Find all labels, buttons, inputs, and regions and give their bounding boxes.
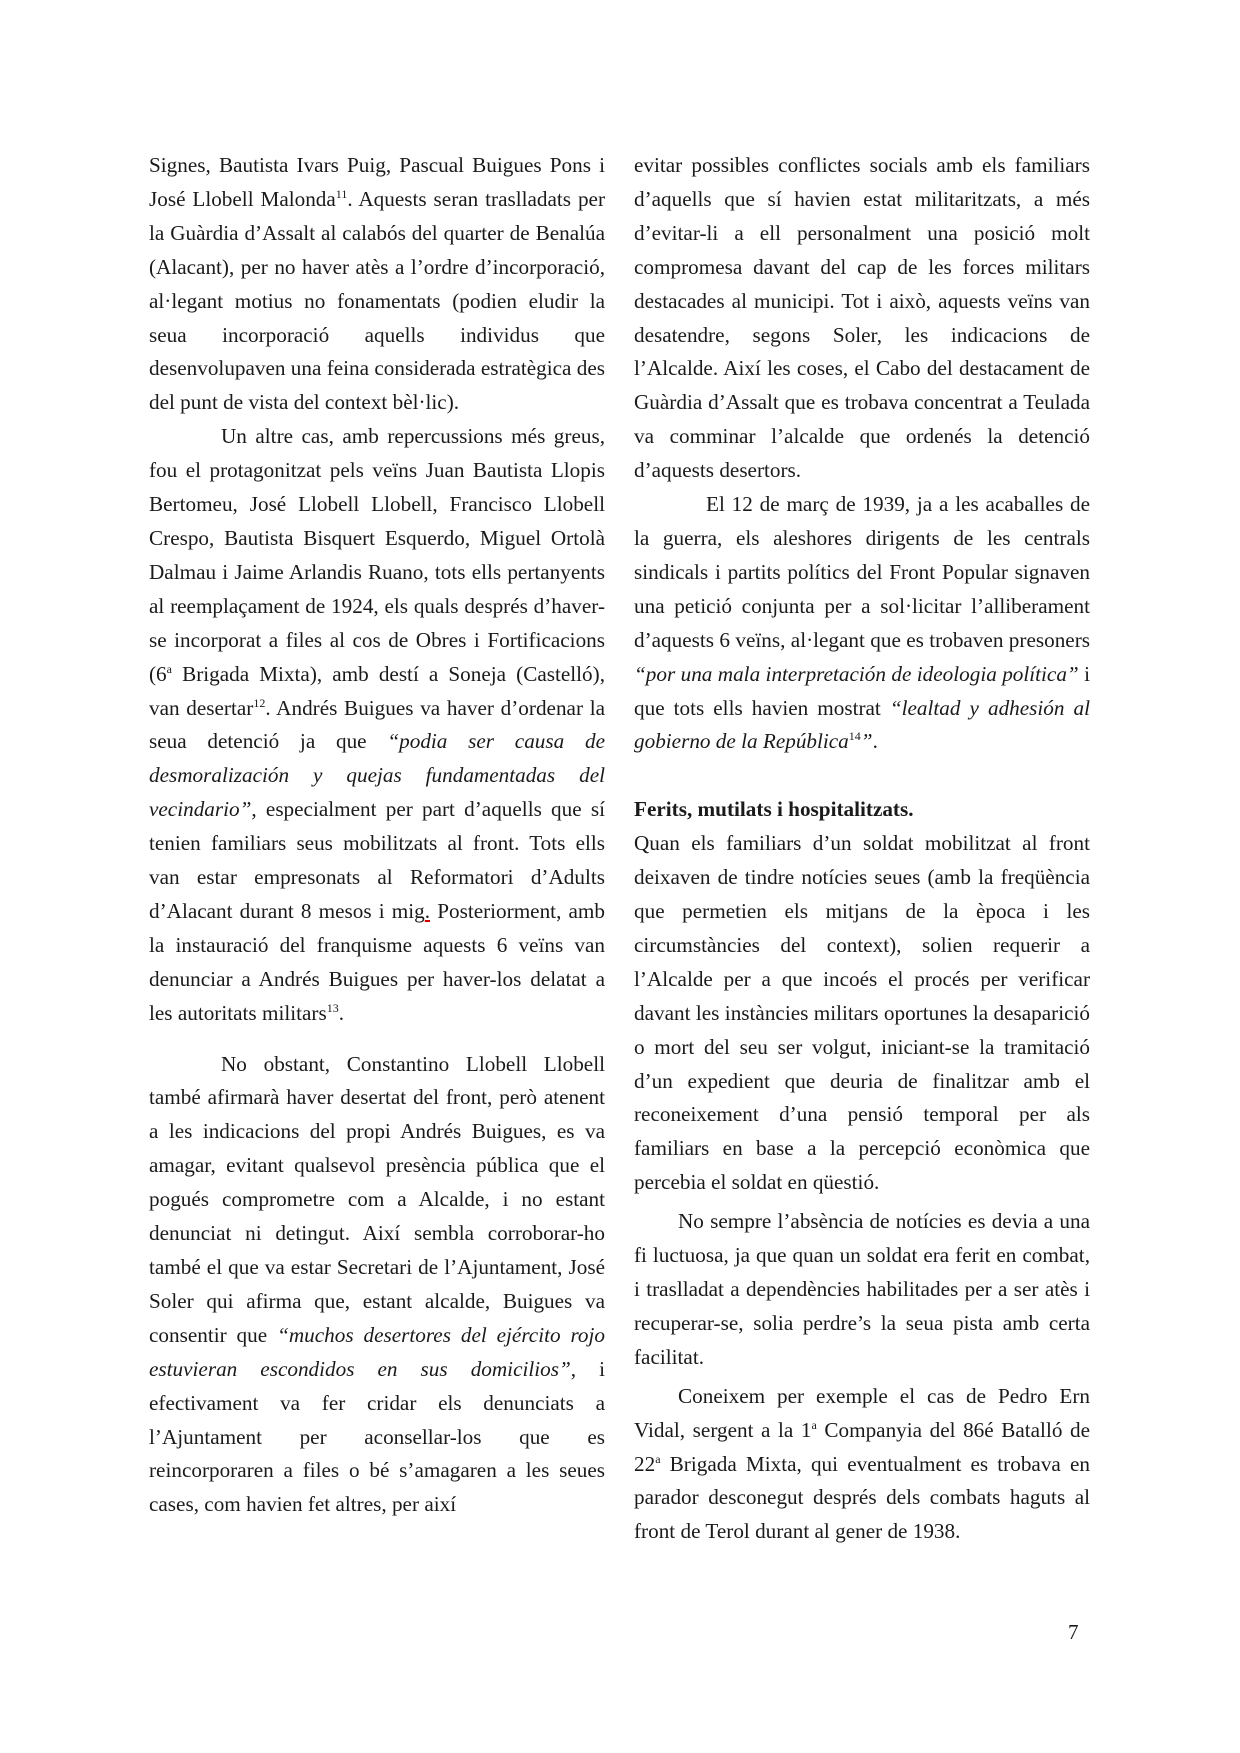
quote: “podia ser causa de desmoralización y quejas fundamentadas del vecindario” bbox=[149, 729, 605, 822]
paragraph bbox=[149, 1048, 605, 1523]
text-run: . bbox=[338, 1000, 345, 1025]
text-run: , especialment per part d’aquells que sí tenien familiars seus mobilitzats al front. Tots ells van estar empresonats al Reformatori d’Adults d’Alacant durant 8 mesos i mig bbox=[149, 797, 605, 923]
text-run: Brigada Mixta), amb destí a Soneja (Castelló), van desertar bbox=[149, 661, 605, 720]
quote: ” bbox=[860, 729, 873, 754]
page-number: 7 bbox=[1068, 1620, 1079, 1644]
left-column bbox=[149, 149, 605, 1522]
text-run: Brigada Mixta, qui eventualment es trobava en parador desconegut després dels combats haguts al front de Terol durant al gener de 1938. bbox=[634, 1451, 1090, 1544]
footnote-ref: 14 bbox=[848, 729, 861, 744]
quote: “muchos desertores del ejército rojo estuvieran escondidos en sus domicilios” bbox=[149, 1322, 605, 1381]
text-run: Posteriorment, amb la instauració del franquisme aquests 6 veïns van denunciar a Andrés Buigues per haver-los delatat a les autoritats militars bbox=[149, 898, 605, 1025]
text-run: No sempre l’absència de notícies es devia a una fi luctuosa, ja que quan un soldat era ferit en combat, i traslladat a dependències habilitades per a ser atès i recuperar-se, solia perdre’s la seua pista amb certa facilitat. bbox=[634, 1209, 1090, 1369]
section-heading: Ferits, mutilats i hospitalitzats. bbox=[634, 797, 914, 822]
paragraph bbox=[634, 827, 1090, 1200]
paragraph bbox=[634, 488, 1090, 759]
paragraph bbox=[634, 149, 1090, 488]
text-run: . bbox=[872, 729, 878, 754]
text-run: . Andrés Buigues va haver d’ordenar la seua detenció ja que bbox=[149, 695, 605, 754]
paragraph bbox=[634, 1380, 1090, 1550]
text-run: Companyia del 86é Batalló de 22 bbox=[634, 1417, 1090, 1476]
ordinal-indicator: a bbox=[166, 661, 172, 676]
text-run: Signes, Bautista Ivars Puig, Pascual Buigues Pons i José Llobell Malonda bbox=[149, 153, 605, 211]
text-run: El 12 de març de 1939, ja a les acaballes de la guerra, els aleshores dirigents de les centrals sindicals i partits polítics del Front Popular signaven una petició conjunta per a sol·licitar l’alliberament d’aquests 6 veïns, al·legant que es trobaven presoners bbox=[634, 492, 1090, 652]
footnote-ref: 13 bbox=[326, 1000, 339, 1015]
quote: “lealtad y adhesión al gobierno de la República bbox=[634, 695, 1090, 754]
footnote-ref: 11 bbox=[335, 186, 348, 201]
ordinal-indicator: a bbox=[811, 1417, 817, 1432]
footnote-ref: 12 bbox=[253, 695, 266, 710]
text-run: i que tots ells havien mostrat bbox=[634, 661, 1090, 720]
text-run: No obstant, Constantino Llobell Llobell també afirmarà haver desertat del front, però atenent a les indicacions del propi Andrés Buigues, es va amagar, evitant qualsevol presència pública que el pogués comprometre com a Alcalde, i no estant denunciat ni detingut. Així sembla corroborar-ho també el que va estar Secretari de l’Ajuntament, José Soler qui afirma que, estant alcalde, Buigues va consentir que bbox=[149, 1051, 605, 1347]
ordinal-indicator: a bbox=[655, 1451, 661, 1466]
right-column bbox=[634, 149, 1090, 1549]
text-run: Coneixem per exemple el cas de Pedro Ern Vidal, sergent a la 1 bbox=[634, 1383, 1090, 1442]
paragraph bbox=[149, 420, 605, 1030]
paragraph bbox=[634, 1205, 1090, 1375]
text-run: Quan els familiars d’un soldat mobilitzat al front deixaven de tindre notícies seues (amb la freqüència que permetien els mitjans de la època i les circumstàncies del context), solien requerir a l’Alcalde per a que incoés el procés per verificar davant les instàncies militars oportunes la desaparició o mort del seu ser volgut, iniciant-se la tramitació d’un expedient que deuria de finalitzar amb el reconeixement d’una pensió temporal per als familiars en base a la percepció econòmica que percebia el soldat en qüestió. bbox=[634, 831, 1090, 1195]
text-run: . Aquests seran traslladats per la Guàrdia d’Assalt al calabós del quarter de Benalúa (Alacant), per no haver atès a l’ordre d’incorporació, al·legant motius no fonamentats (podien eludir la seua incorporació aquells individus que desenvolupaven una feina considerada estratègica des del punt de vista del context bèl·lic). bbox=[149, 186, 605, 415]
text-run: Un altre cas, amb repercussions més greus, fou el protagonitzat pels veïns Juan Bautista Llopis Bertomeu, José Llobell Llobell, Francisco Llobell Crespo, Bautista Bisquert Esquerdo, Miguel Ortolà Dalmau i Jaime Arlandis Ruano, tots ells pertanyents al reemplaçament de 1924, els quals després d’haver-se incorporat a files al cos de Obres i Fortificacions (6 bbox=[149, 424, 605, 686]
paragraph bbox=[149, 149, 605, 420]
text-run: . bbox=[424, 898, 431, 923]
text-run: , i efectivament va fer cridar els denunciats a l’Ajuntament per aconsellar-los que es reincorporaren a files o bé s’amagaren a les seues cases, com havien fet altres, per així bbox=[149, 1356, 605, 1517]
quote: “por una mala interpretación de ideologia política” bbox=[634, 661, 1079, 686]
text-run: evitar possibles conflictes socials amb els familiars d’aquells que sí havien estat militaritzats, a més d’evitar-li a ell personalment una posició molt compromesa davant del cap de les forces militars destacades al municipi. Tot i això, aquests veïns van desatendre, segons Soler, les indicacions de l’Alcalde. Així les coses, el Cabo del destacament de Guàrdia d’Assalt que es trobava concentrat a Teulada va comminar l’alcalde que ordenés la detenció d’aquests desertors. bbox=[634, 153, 1090, 483]
